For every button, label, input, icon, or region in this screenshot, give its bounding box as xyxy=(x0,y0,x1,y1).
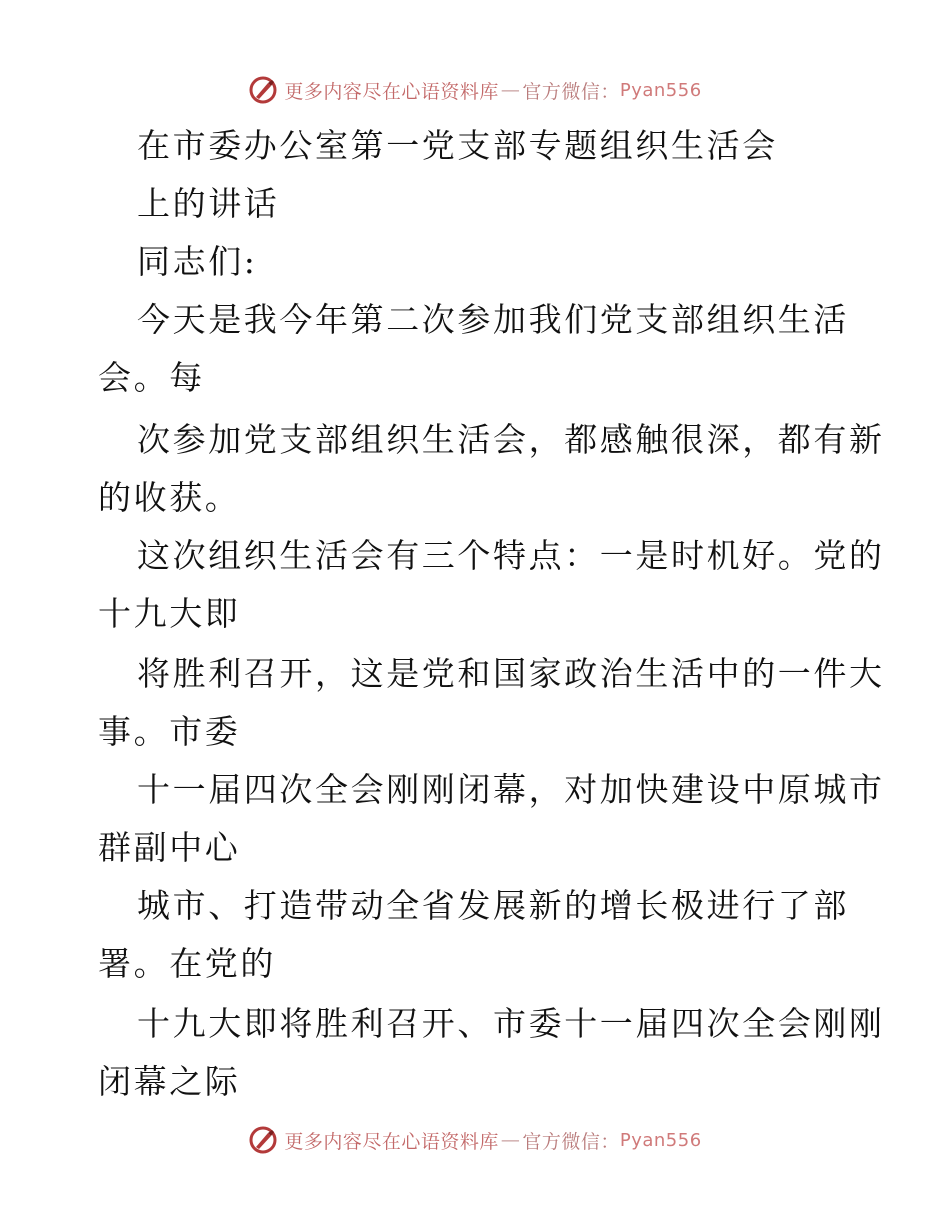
paragraph-line: 今天是我今年第二次参加我们党支部组织生活 xyxy=(137,300,849,339)
paragraph-line: 将胜利召开，这是党和国家政治生活中的一件大 xyxy=(137,654,885,693)
paragraph-line: 署。在党的 xyxy=(98,944,276,983)
watermark-brand: 更多内容尽在心语资料库 xyxy=(284,80,499,103)
paragraph-line: 事。市委 xyxy=(98,712,241,751)
watermark-id: Pyan556 xyxy=(619,79,702,101)
document-title-line-1: 在市委办公室第一党支部专题组织生活会 xyxy=(137,126,778,165)
paragraph-line: 十一届四次全会刚刚闭幕，对加快建设中原城市 xyxy=(137,770,885,809)
paragraph-line: 次参加党支部组织生活会，都感触很深，都有新 xyxy=(137,420,885,459)
paragraph-line: 十九大即 xyxy=(98,594,241,633)
footer-watermark xyxy=(0,1122,950,1158)
paragraph-line: 的收获。 xyxy=(98,478,241,517)
watermark-id: Pyan556 xyxy=(619,1129,702,1151)
watermark-dash: — xyxy=(500,79,521,101)
pen-logo-icon xyxy=(248,75,278,105)
paragraph-line: 这次组织生活会有三个特点：一是时机好。党的 xyxy=(137,536,885,575)
watermark-text xyxy=(284,77,701,104)
watermark-label: 官方微信： xyxy=(522,1130,620,1153)
paragraph-line: 闭幕之际 xyxy=(98,1062,241,1101)
paragraph-line: 群副中心 xyxy=(98,828,241,867)
watermark-label: 官方微信： xyxy=(522,80,620,103)
watermark-dash: — xyxy=(500,1129,521,1151)
pen-logo-icon xyxy=(248,1125,278,1155)
document-title-line-2: 上的讲话 xyxy=(137,184,280,223)
salutation: 同志们: xyxy=(137,242,258,281)
watermark-text xyxy=(284,1127,701,1154)
watermark-brand: 更多内容尽在心语资料库 xyxy=(284,1130,499,1153)
paragraph-line: 城市、打造带动全省发展新的增长极进行了部 xyxy=(137,886,849,925)
paragraph-line: 会。每 xyxy=(98,358,205,397)
header-watermark xyxy=(0,72,950,108)
paragraph-line: 十九大即将胜利召开、市委十一届四次全会刚刚 xyxy=(137,1004,885,1043)
